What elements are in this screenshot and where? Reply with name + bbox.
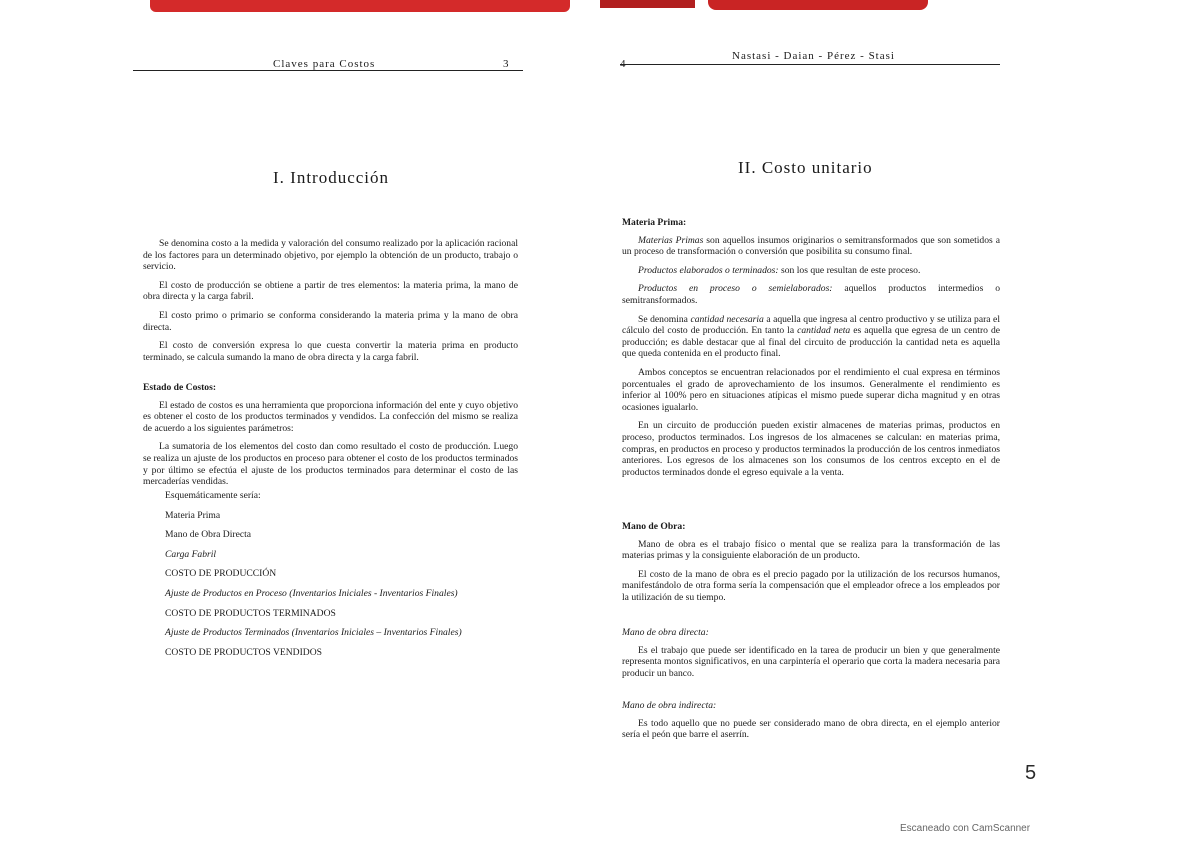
section-heading: Mano de Obra: bbox=[622, 521, 686, 532]
paragraph: El costo de producción se obtiene a partir de tres elementos: la materia prima, la mano de obra directa y la carga fabril. bbox=[143, 279, 518, 303]
mano-obra-indirecta-section bbox=[622, 700, 1000, 748]
term: Productos elaborados o terminados: bbox=[638, 264, 779, 276]
paragraph: Mano de obra es el trabajo físico o mental que se realiza para la transformación de las materias primas y la consiguiente elaboración de un producto. bbox=[622, 538, 1000, 562]
paragraph: El costo de la mano de obra es el precio pagado por la utilización de los recursos humanos, manifestándolo de otra forma sería la compensación que el empleador ofrece a los empleados por la utilización de su tiempo. bbox=[622, 568, 1000, 603]
chapter-title: II. Costo unitario bbox=[738, 158, 873, 177]
section-heading: Estado de Costos: bbox=[143, 382, 217, 393]
materia-prima-section bbox=[622, 217, 1000, 485]
text-span: a aquella que ingresa al centro productivo y se utiliza para el cálculo del costo de producción. En tanto la bbox=[622, 313, 1000, 337]
header-book-title: Claves para Costos bbox=[273, 58, 376, 70]
header-authors: Nastasi - Daian - Pérez - Stasi bbox=[732, 50, 895, 62]
list-item: Mano de Obra Directa bbox=[165, 529, 252, 541]
paragraph bbox=[622, 235, 1000, 258]
paragraph bbox=[622, 314, 1000, 360]
paragraph: El estado de costos es una herramienta que proporciona información del ente y cuyo objetivo es obtener el costo de los productos terminados y vendidos. La confección del mismo se realiza de acuerdo a los siguientes parámetros: bbox=[143, 399, 518, 434]
scanner-watermark: Escaneado con CamScanner bbox=[900, 823, 1031, 834]
list-item: COSTO DE PRODUCTOS TERMINADOS bbox=[165, 607, 336, 619]
paragraph: Es todo aquello que no puede ser considerado mano de obra directa, en el ejemplo anterior sería el peón que barre el aserrín. bbox=[622, 717, 1000, 741]
left-page bbox=[133, 0, 523, 848]
section-heading: Mano de obra indirecta: bbox=[622, 700, 717, 711]
list-item: COSTO DE PRODUCCIÓN bbox=[165, 568, 277, 580]
chapter-title: I. Introducción bbox=[273, 168, 390, 187]
mano-obra-directa-section bbox=[622, 627, 1000, 686]
schema-list bbox=[143, 490, 518, 658]
definition-text: son los que resultan de este proceso. bbox=[778, 264, 921, 276]
paragraph: En un circuito de producción pueden existir almacenes de materias primas, productos en proceso, productos terminados. Los ingresos de los almacenes se calculan: en materias prima, compras, en productos en proceso y productos terminados la producción de los centros inmediatos anteriores. Los egresos de los almacenes son los consumos de los centros excepto en el de productos terminados donde el egreso equivale a la venta. bbox=[622, 420, 1000, 478]
term: cantidad necesaria bbox=[690, 313, 764, 325]
list-item: COSTO DE PRODUCTOS VENDIDOS bbox=[165, 646, 322, 658]
section-heading: Materia Prima: bbox=[622, 217, 687, 228]
list-item: Ajuste de Productos en Proceso (Inventarios Iniciales - Inventarios Finales) bbox=[165, 587, 458, 599]
list-item: Carga Fabril bbox=[165, 548, 217, 560]
page-number: 3 bbox=[503, 58, 510, 70]
page-number: 4 bbox=[620, 58, 627, 70]
text-span: es aquella que egresa de un centro de producción; es dable destacar que al final del circuito de producción la cantidad neta es aquella que queda contenida en el producto final. bbox=[622, 325, 1000, 360]
definition-text: son aquellos insumos originarios o semitransformados que son sometidos a un proceso de transformación o conversión que posibilita su consumo final. bbox=[622, 234, 1000, 258]
term: Materias Primas bbox=[638, 234, 704, 246]
term: Productos en proceso o semielaborados: bbox=[638, 283, 833, 295]
definition-text: aquellos productos intermedios o semitransformados. bbox=[622, 283, 1000, 306]
mano-obra-section bbox=[622, 521, 1000, 611]
estado-costos-section bbox=[143, 382, 518, 495]
schema-intro: Esquemáticamente sería: bbox=[165, 490, 261, 501]
right-page bbox=[620, 0, 1005, 848]
intro-text bbox=[143, 238, 518, 370]
schema-block bbox=[143, 490, 518, 666]
paragraph bbox=[622, 265, 1000, 277]
header-rule bbox=[133, 70, 523, 71]
right-running-header bbox=[620, 50, 1005, 72]
paragraph: La sumatoria de los elementos del costo dan como resultado el costo de producción. Luego se realiza un ajuste de los productos en proceso para obtener el costo de los productos terminados y por último se efectúa el ajuste de los productos terminados para determinar el costo de las mercaderías vendidas. bbox=[143, 441, 518, 488]
handwritten-page-number: 5 bbox=[1025, 762, 1037, 784]
paragraph: Se denomina costo a la medida y valoración del consumo realizado por la aplicación racional de los factores para un determinado objetivo, por ejemplo la obtención de un producto, trabajo o servicio. bbox=[143, 238, 518, 273]
paragraph: El costo de conversión expresa lo que cuesta convertir la materia prima en producto terminado, se calcula sumando la mano de obra directa y la carga fabril. bbox=[143, 340, 518, 363]
left-running-header bbox=[133, 58, 523, 72]
paragraph: Ambos conceptos se encuentran relacionados por el rendimiento el cual expresa en términos porcentuales el grado de aprovechamiento de los insumos. Generalmente el rendimiento es inferior al 100% pero en situaciones atípicas el mismo puede superar dicha magnitud y en otras ocasiones igualarlo. bbox=[622, 366, 1000, 413]
term: cantidad neta bbox=[797, 325, 851, 337]
section-heading: Mano de obra directa: bbox=[622, 627, 709, 638]
header-rule bbox=[620, 64, 1000, 65]
text-span: Se denomina bbox=[638, 313, 691, 325]
list-item: Materia Prima bbox=[165, 509, 221, 521]
list-item: Ajuste de Productos Terminados (Inventarios Iniciales – Inventarios Finales) bbox=[165, 627, 462, 639]
paragraph: Es el trabajo que puede ser identificado en la tarea de producir un bien y que generalmente representa montos significativos, en una carpintería el operario que corta la madera necesaria para producir un banco. bbox=[622, 644, 1000, 679]
paragraph: El costo primo o primario se conforma considerando la materia prima y la mano de obra directa. bbox=[143, 309, 518, 333]
paragraph bbox=[622, 283, 1000, 306]
